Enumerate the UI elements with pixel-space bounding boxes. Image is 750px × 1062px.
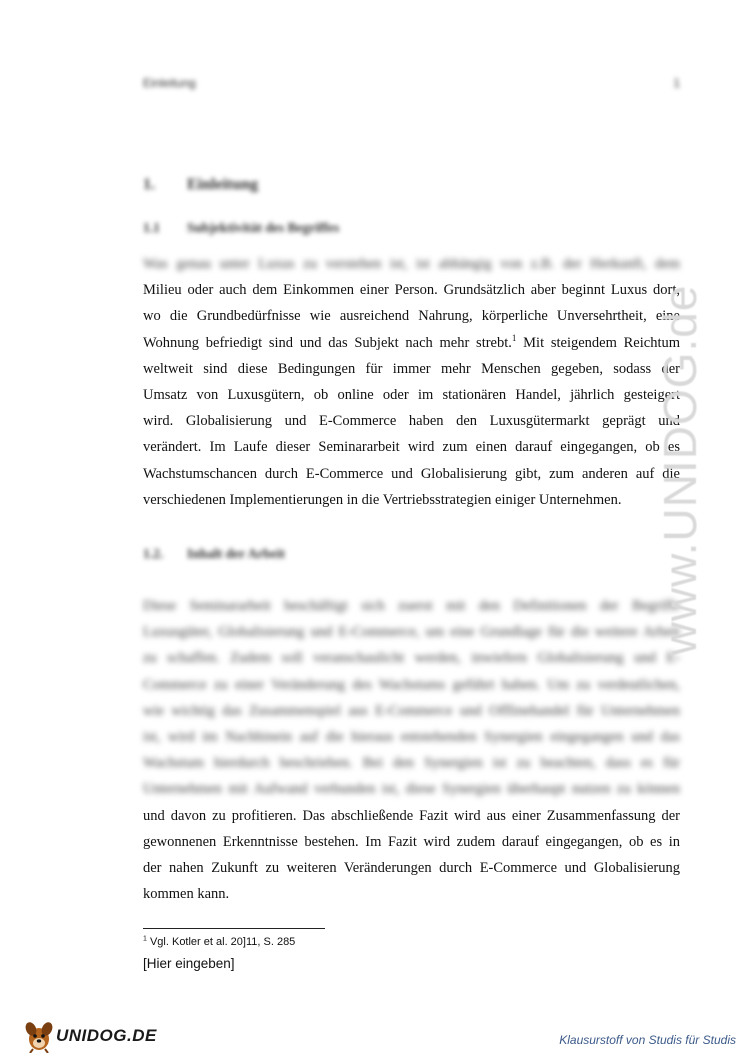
footnote — [143, 936, 295, 948]
watermark: www.UNIDOG.de — [654, 284, 706, 656]
paragraph-line: Wachstumschancen durch E-Commerce und Globalisierung gibt, zum anderen auf die — [143, 465, 680, 482]
section-heading-1-1 — [143, 220, 339, 236]
paragraph-line: der nahen Zukunft zu weiteren Veränderungen durch E-Commerce und Globalisierung — [143, 859, 680, 876]
paragraph-line-part: Wohnung befriedigt sind und das Subjekt nach mehr strebt. — [143, 334, 512, 351]
paragraph-line: Was genau unter Luxus zu verstehen ist, ist abhängig von z.B. der Herkunft, dem — [143, 256, 680, 272]
page-number: 1 — [673, 76, 680, 90]
paragraph-line: Wachstum hierdurch beschrieben. Bei den Synergien ist zu beachten, dass es für — [143, 755, 680, 772]
paragraph-line: Diese Seminararbeit beschäftigt sich zuerst mit den Definitionen der Begriffe — [143, 598, 680, 614]
footnote-reference[interactable]: 1 — [511, 332, 517, 343]
placeholder-text[interactable]: [Hier eingeben] — [143, 956, 235, 971]
paragraph-line: Commerce zu einer Veränderung des Wachstums geführt haben. Um zu verdeutlichen, — [143, 676, 680, 693]
chapter-title: Einleitung — [187, 176, 259, 193]
paragraph-line: Unternehmen mit Aufwand verbunden ist, diese Synergien überhaupt nutzen zu können — [143, 781, 680, 798]
paragraph-line — [143, 330, 680, 356]
paragraph-contents — [143, 593, 680, 907]
paragraph-subjectivity — [143, 251, 680, 513]
section-title: Subjektivität des Begriffes — [187, 220, 340, 235]
footnote-marker: 1 — [143, 935, 147, 943]
section-title: Inhalt der Arbeit — [187, 546, 286, 561]
paragraph-line: wie wichtig das Zusammenspiel aus E-Commerce und Offlinehandel für Unternehmen — [143, 702, 680, 719]
paragraph-line: Milieu oder auch dem Einkommen einer Person. Grundsätzlich aber beginnt Luxus dort, — [143, 282, 680, 299]
paragraph-line: wird. Globalisierung und E-Commerce haben den Luxusgütermarkt geprägt und — [143, 413, 680, 430]
tagline: Klausurstoff von Studis für Studis — [559, 1033, 736, 1047]
unidog-logo — [24, 1018, 157, 1054]
paragraph-line: und davon zu profitieren. Das abschließende Fazit wird aus einer Zusammenfassung der — [143, 807, 680, 824]
section-heading-1-2 — [143, 546, 285, 562]
logo-text: UNIDOG.DE — [56, 1026, 157, 1045]
footnote-text: Vgl. Kotler et al. 20]11, S. 285 — [149, 936, 296, 948]
paragraph-line: kommen kann. — [143, 886, 230, 903]
paragraph-line: verändert. Im Laufe dieser Seminararbeit wird zum einen darauf eingegangen, ob es — [143, 439, 680, 456]
chapter-number: 1. — [143, 176, 155, 193]
section-number: 1.2. — [143, 546, 164, 561]
section-number: 1.1 — [143, 220, 160, 235]
paragraph-line: Umsatz von Luxusgütern, ob online oder im stationären Handel, jährlich gesteigert — [143, 386, 680, 403]
paragraph-line: zu schaffen. Zudem soll veranschaulicht werden, inwiefern Globalisierung und E- — [143, 650, 680, 667]
running-header — [143, 76, 680, 96]
paragraph-line: Luxusgüter, Globalisierung und E-Commerce, um eine Grundlage für die weitere Arbeit — [143, 624, 680, 641]
footnote-divider — [143, 928, 325, 929]
paragraph-line: wo die Grundbedürfnisse wie ausreichend Nahrung, körperliche Unversehrtheit, eine — [143, 308, 680, 325]
dog-mascot-icon — [24, 1019, 54, 1053]
chapter-heading — [143, 176, 258, 194]
paragraph-line: ist, wird im Nachhinein auf die hieraus entstehenden Synergien eingegangen und das — [143, 728, 680, 745]
paragraph-line: weltweit sind diese Bedingungen für immer mehr Menschen gegeben, sodass der — [143, 360, 680, 377]
running-header-title: Einleitung — [143, 76, 196, 90]
paragraph-line: verschiedenen Implementierungen in die Vertriebsstrategien einiger Unternehmen. — [143, 491, 622, 508]
paragraph-line-part: Mit steigendem Reichtum — [523, 334, 680, 351]
paragraph-line: gewonnenen Erkenntnisse bestehen. Im Fazit wird zudem darauf eingegangen, ob es in — [143, 833, 680, 850]
